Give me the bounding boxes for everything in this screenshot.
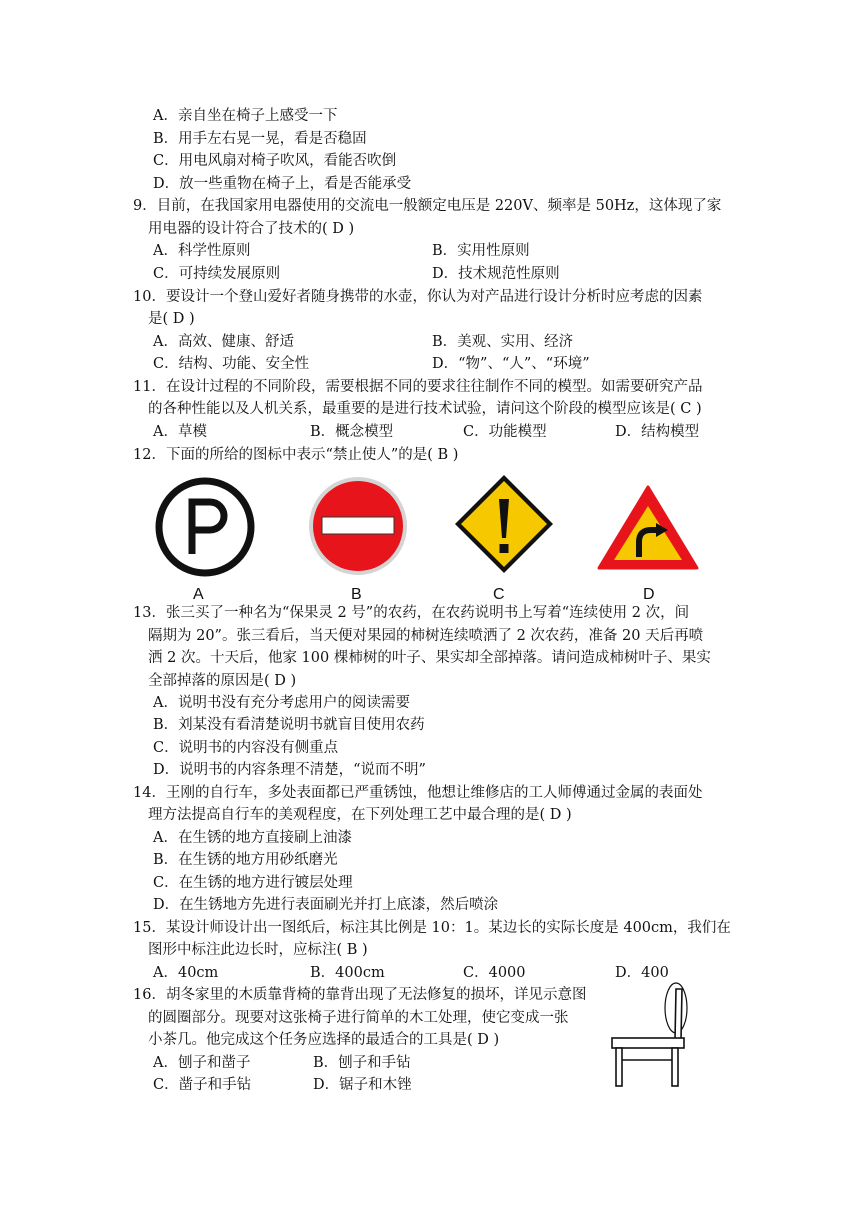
q13-option-d: D．说明书的内容条理不清楚，“说而不明” (153, 762, 426, 778)
q11-option-c: C．功能模型 (463, 424, 547, 440)
q9-stem-line1: 9．目前，在我国家用电器使用的交流电一般额定电压是 220V、频率是 50Hz，这体现了家 (133, 198, 722, 214)
q11-stem-line2: 的各种性能以及人机关系，最重要的是进行技术试验，请问这个阶段的模型应该是( C ) (148, 401, 702, 417)
q10-option-c: C．结构、功能、安全性 (153, 356, 310, 372)
q8-option-a: A．亲自坐在椅子上感受一下 (153, 108, 338, 124)
q13-option-b: B．刘某没有看清楚说明书就盲目使用农药 (153, 717, 425, 733)
q12-stem: 12．下面的所给的图标中表示“禁止使人”的是( B ) (133, 447, 459, 463)
q15-option-a: A．40cm (153, 965, 219, 981)
q14-option-c: C．在生锈的地方进行镀层处理 (153, 875, 353, 891)
q9-option-b: B．实用性原则 (432, 243, 530, 259)
warning-icon (452, 472, 556, 576)
q16-stem-line2: 的圆圈部分。现要对这张椅子进行简单的木工处理，使它变成一张 (148, 1010, 569, 1026)
q14-option-a: A．在生锈的地方直接刷上油漆 (153, 830, 352, 846)
q14-option-d: D．在生锈地方先进行表面刷光并打上底漆，然后喷涂 (153, 897, 499, 913)
q16-stem-line3: 小茶几。他完成这个任务应选择的最适合的工具是( D ) (148, 1032, 500, 1048)
icon-label-d: D (643, 586, 655, 603)
q9-option-c: C．可持续发展原则 (153, 266, 281, 282)
chair-diagram-icon (606, 980, 696, 1092)
q10-option-d: D．“物”、“人”、“环境” (432, 356, 590, 372)
q10-stem-line2: 是( D ) (148, 311, 195, 327)
q10-option-a: A．高效、健康、舒适 (153, 334, 294, 350)
q9-option-a: A．科学性原则 (153, 243, 251, 259)
parking-icon (152, 474, 258, 580)
q16-option-b: B．刨子和手钻 (313, 1055, 411, 1071)
q13-option-a: A．说明书没有充分考虑用户的阅读需要 (153, 695, 410, 711)
q9-option-d: D．技术规范性原则 (432, 266, 560, 282)
q16-option-c: C．凿子和手钻 (153, 1077, 252, 1093)
q13-stem-line3: 洒 2 次。十天后，他家 100 棵柿树的叶子、果实却全部掉落。请问造成柿树叶子、果实 (148, 650, 711, 666)
icon-label-c: C (493, 586, 505, 603)
no-entry-icon (306, 474, 410, 578)
q11-option-d: D．结构模型 (615, 424, 700, 440)
q15-stem-line2: 图形中标注此边长时，应标注( B ) (148, 942, 368, 958)
q14-option-b: B．在生锈的地方用砂纸磨光 (153, 852, 338, 868)
q10-stem-line1: 10．要设计一个登山爱好者随身携带的水壶，你认为对产品进行设计分析时应考虑的因素 (133, 289, 703, 305)
q11-option-a: A．草模 (153, 424, 207, 440)
q15-option-d: D．400 (615, 965, 669, 981)
q14-stem-line2: 理方法提高自行车的美观程度，在下列处理工艺中最合理的是( D ) (148, 807, 572, 823)
q9-stem-line2: 用电器的设计符合了技术的( D ) (148, 221, 355, 237)
q13-stem-line4: 全部掉落的原因是( D ) (148, 673, 297, 689)
icon-label-a: A (193, 586, 204, 603)
q13-stem-line1: 13．张三买了一种名为“保果灵 2 号”的农药，在农药说明书上写着“连续使用 2 次，间 (133, 605, 690, 621)
q11-stem-line1: 11．在设计过程的不同阶段，需要根据不同的要求往往制作不同的模型。如需要研究产品 (133, 379, 703, 395)
q16-option-d: D．锯子和木锉 (313, 1077, 412, 1093)
q16-stem-line1: 16．胡冬家里的木质靠背椅的靠背出现了无法修复的损坏，详见示意图 (133, 987, 587, 1003)
q10-option-b: B．美观、实用、经济 (432, 334, 574, 350)
q15-stem-line1: 15．某设计师设计出一图纸后，标注其比例是 10：1。某边长的实际长度是 400cm，我们在 (133, 920, 731, 936)
q13-stem-line2: 隔期为 20”。张三看后，当天便对果园的柿树连续喷洒了 2 次农药，准备 20 天后再喷 (148, 628, 704, 644)
q8-option-b: B．用手左右晃一晃，看是否稳固 (153, 131, 367, 147)
curve-warning-icon (596, 484, 700, 572)
icon-label-b: B (351, 586, 362, 603)
q16-option-a: A．刨子和凿子 (153, 1055, 251, 1071)
q8-option-c: C．用电风扇对椅子吹风，看能否吹倒 (153, 153, 397, 169)
q15-option-b: B．400cm (310, 965, 385, 981)
q8-option-d: D．放一些重物在椅子上，看是否能承受 (153, 176, 412, 192)
q13-option-c: C．说明书的内容没有侧重点 (153, 740, 339, 756)
q14-stem-line1: 14．王刚的自行车，多处表面都已严重锈蚀，他想让维修店的工人师傅通过金属的表面处 (133, 785, 703, 801)
q11-option-b: B．概念模型 (310, 424, 394, 440)
q15-option-c: C．4000 (463, 965, 526, 981)
